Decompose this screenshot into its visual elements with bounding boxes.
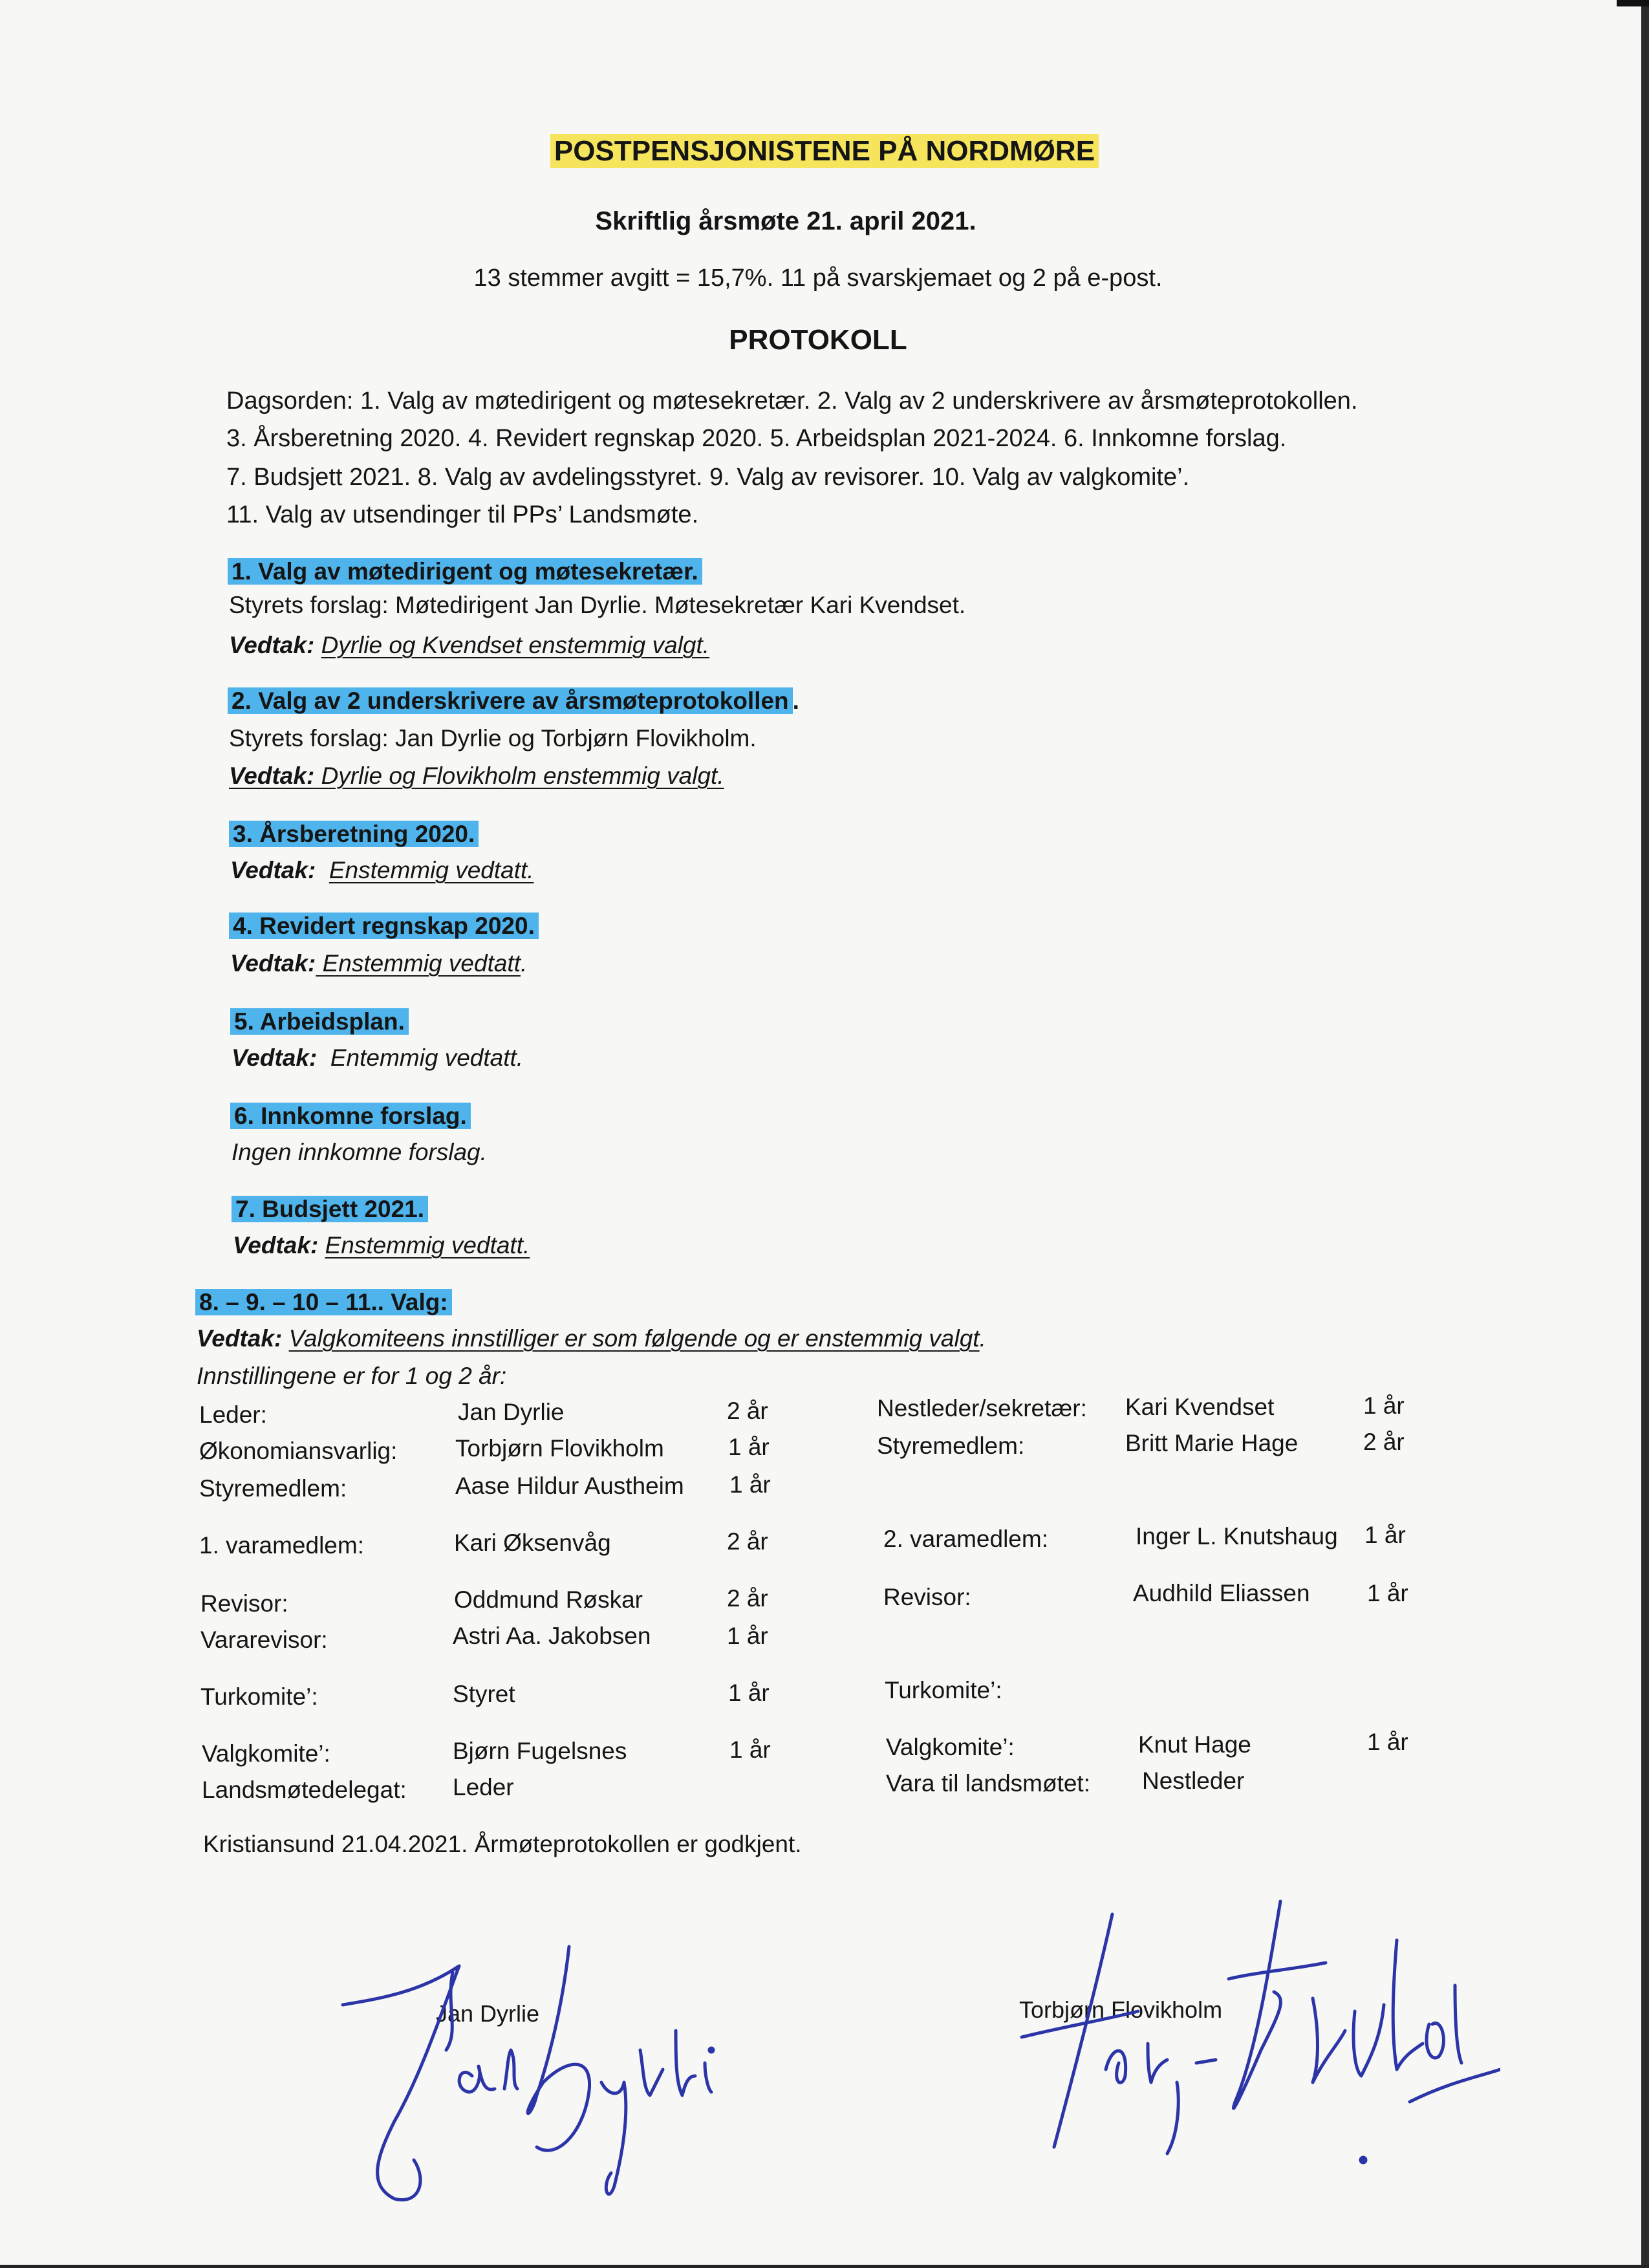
election-term: 2 år: [727, 1398, 768, 1424]
item-1-heading-row: [228, 556, 702, 587]
signer-name-1: Jan Dyrlie: [436, 2000, 540, 2027]
election-name: Kari Kvendset: [1125, 1394, 1275, 1420]
item-2-decision: Dyrlie og Flovikholm enstemmig valgt.: [314, 762, 724, 789]
election-name: Styret: [453, 1681, 515, 1707]
item-2-heading-row: 2. Valg av 2 underskrivere av årsmøteprotokollen .: [228, 686, 799, 717]
election-role: 2. varamedlem:: [883, 1526, 1048, 1552]
item-5-heading-row: [230, 1006, 409, 1037]
election-name: Audhild Eliassen: [1133, 1580, 1310, 1606]
election-term: 1 år: [1367, 1729, 1408, 1755]
election-name: Jan Dyrlie: [458, 1399, 565, 1425]
item-8-decision-row: Vedtak: Valgkomiteens innstilliger er som følgende og er enstemmig valgt.: [197, 1325, 986, 1352]
election-term: 1 år: [729, 1471, 771, 1498]
scan-edge-top: [1617, 0, 1649, 6]
item-3-decision: Enstemmig vedtatt.: [329, 857, 534, 883]
election-role: Turkomite’:: [200, 1683, 318, 1710]
decision-label: Vedtak:: [229, 762, 315, 789]
agenda-line: 7. Budsjett 2021. 8. Valg av avdelingsstyret. 9. Valg av revisorer. 10. Valg av valgkomite’.: [226, 464, 1190, 491]
election-name: Oddmund Røskar: [454, 1586, 643, 1613]
election-role: Revisor:: [883, 1584, 971, 1610]
decision-label: Vedtak:: [230, 950, 316, 977]
election-term: 1 år: [728, 1434, 770, 1460]
signer-name-2: Torbjørn Flovikholm: [1019, 1996, 1223, 2023]
agenda-line: Dagsorden: 1. Valg av møtedirigent og møtesekretær. 2. Valg av 2 underskrivere av årsmøteprotokollen.: [226, 387, 1358, 415]
election-name: Aase Hildur Austheim: [455, 1473, 684, 1499]
item-1-heading: 1. Valg av møtedirigent og møtesekretær.: [228, 558, 702, 585]
item-7-decision: Enstemmig vedtatt.: [325, 1232, 530, 1258]
election-term: 1 år: [729, 1736, 771, 1763]
item-4-decision-row: Vedtak: Enstemmig vedtatt.: [230, 950, 528, 977]
election-term: 1 år: [728, 1679, 770, 1706]
election-name: Leder: [453, 1774, 514, 1800]
item-5-decision-row: [232, 1042, 523, 1074]
item-2-heading: 2. Valg av 2 underskrivere av årsmøteprotokollen: [228, 687, 793, 714]
election-role: 1. varamedlem:: [199, 1532, 364, 1559]
election-role: Styremedlem:: [877, 1432, 1025, 1459]
item-6-text: Ingen innkomne forslag.: [232, 1139, 487, 1165]
meeting-subtitle: Skriftlig årsmøte 21. april 2021.: [595, 207, 976, 235]
election-role: Revisor:: [200, 1590, 288, 1617]
item-8-decision: Valgkomiteens innstilliger er som følgende og er enstemmig valgt: [288, 1325, 980, 1352]
item-6-heading: 6. Innkomne forslag.: [230, 1103, 471, 1129]
election-name: Kari Øksenvåg: [454, 1529, 611, 1556]
election-name: Astri Aa. Jakobsen: [453, 1623, 651, 1649]
item-3-decision-row: [230, 855, 534, 886]
election-term: 1 år: [1364, 1522, 1406, 1548]
election-name: Bjørn Fugelsnes: [453, 1738, 627, 1764]
election-name: Torbjørn Flovikholm: [455, 1435, 664, 1462]
election-term: 2 år: [727, 1528, 768, 1555]
election-term: 2 år: [1363, 1429, 1405, 1455]
signature-jan-dyrlie: [323, 1927, 776, 2225]
signature-torbjorn-flovikholm: [1009, 1888, 1500, 2186]
item-1-decision-row: [229, 630, 709, 661]
decision-label: Vedtak:: [230, 857, 316, 883]
votes-summary: 13 stemmer avgitt = 15,7%. 11 på svarskjemaet og 2 på e-post.: [473, 265, 1163, 292]
election-role: Valgkomite’:: [886, 1734, 1015, 1760]
approval-statement: Kristiansund 21.04.2021. Årmøteprotokollen er godkjent.: [203, 1831, 802, 1857]
item-6-heading-row: [230, 1101, 471, 1132]
election-role: Styremedlem:: [199, 1475, 347, 1502]
election-role: Valgkomite’:: [202, 1740, 330, 1767]
item-3-heading-row: [229, 819, 479, 850]
item-7-decision-row: [233, 1230, 530, 1261]
decision-label: Vedtak:: [233, 1232, 319, 1258]
election-name: Inger L. Knutshaug: [1136, 1523, 1338, 1550]
agenda-line: 11. Valg av utsendinger til PPs’ Landsmøte.: [226, 501, 699, 528]
item-5-heading: 5. Arbeidsplan.: [230, 1008, 409, 1035]
item-3-heading: 3. Årsberetning 2020.: [229, 821, 479, 847]
election-role: Landsmøtedelegat:: [202, 1777, 407, 1803]
item-7-heading: 7. Budsjett 2021.: [232, 1196, 428, 1222]
election-name: Nestleder: [1142, 1767, 1245, 1794]
item-1-proposal: Styrets forslag: Møtedirigent Jan Dyrlie. Møtesekretær Kari Kvendset.: [229, 592, 966, 618]
item-2-proposal: Styrets forslag: Jan Dyrlie og Torbjørn Flovikholm.: [229, 725, 757, 751]
item-8-heading-row: [195, 1287, 452, 1318]
document-title: POSTPENSJONISTENE PÅ NORDMØRE: [550, 134, 1099, 168]
election-role: Leder:: [199, 1401, 267, 1428]
item-5-decision: Entemmig vedtatt.: [330, 1044, 524, 1071]
election-term: 1 år: [727, 1623, 768, 1649]
item-4-decision: Enstemmig vedtatt: [316, 950, 521, 977]
item-4-heading: 4. Revidert regnskap 2020.: [229, 913, 539, 939]
election-name: Knut Hage: [1138, 1731, 1251, 1758]
election-role: Vararevisor:: [200, 1626, 328, 1653]
item-8-heading: 8. – 9. – 10 – 11.. Valg:: [195, 1289, 452, 1315]
decision-label: Vedtak:: [197, 1325, 283, 1352]
item-4-heading-row: [229, 911, 539, 942]
item-1-decision: Dyrlie og Kvendset enstemmig valgt.: [321, 632, 710, 658]
protocol-heading: PROTOKOLL: [729, 324, 907, 356]
agenda-line: 3. Årsberetning 2020. 4. Revidert regnskap 2020. 5. Arbeidsplan 2021-2024. 6. Innkomne forslag.: [226, 425, 1287, 452]
decision-label: Vedtak:: [232, 1044, 318, 1071]
election-term: 2 år: [727, 1585, 768, 1612]
election-term: 1 år: [1363, 1392, 1405, 1419]
election-name: Britt Marie Hage: [1125, 1430, 1299, 1456]
decision-label: Vedtak:: [229, 632, 315, 658]
election-role: Vara til landsmøtet:: [886, 1770, 1090, 1797]
election-term: 1 år: [1367, 1580, 1408, 1606]
election-role: Økonomiansvarlig:: [199, 1438, 398, 1464]
scan-edge-bottom: [0, 2265, 1649, 2268]
item-8-note: Innstillingene er for 1 og 2 år:: [197, 1363, 507, 1389]
scan-edge-right: [1641, 0, 1649, 2268]
election-role: Turkomite’:: [885, 1677, 1002, 1703]
document-title-row: [0, 136, 1649, 168]
election-role: Nestleder/sekretær:: [877, 1395, 1087, 1421]
item-2-decision-row: [229, 761, 724, 792]
item-7-heading-row: [232, 1194, 428, 1225]
